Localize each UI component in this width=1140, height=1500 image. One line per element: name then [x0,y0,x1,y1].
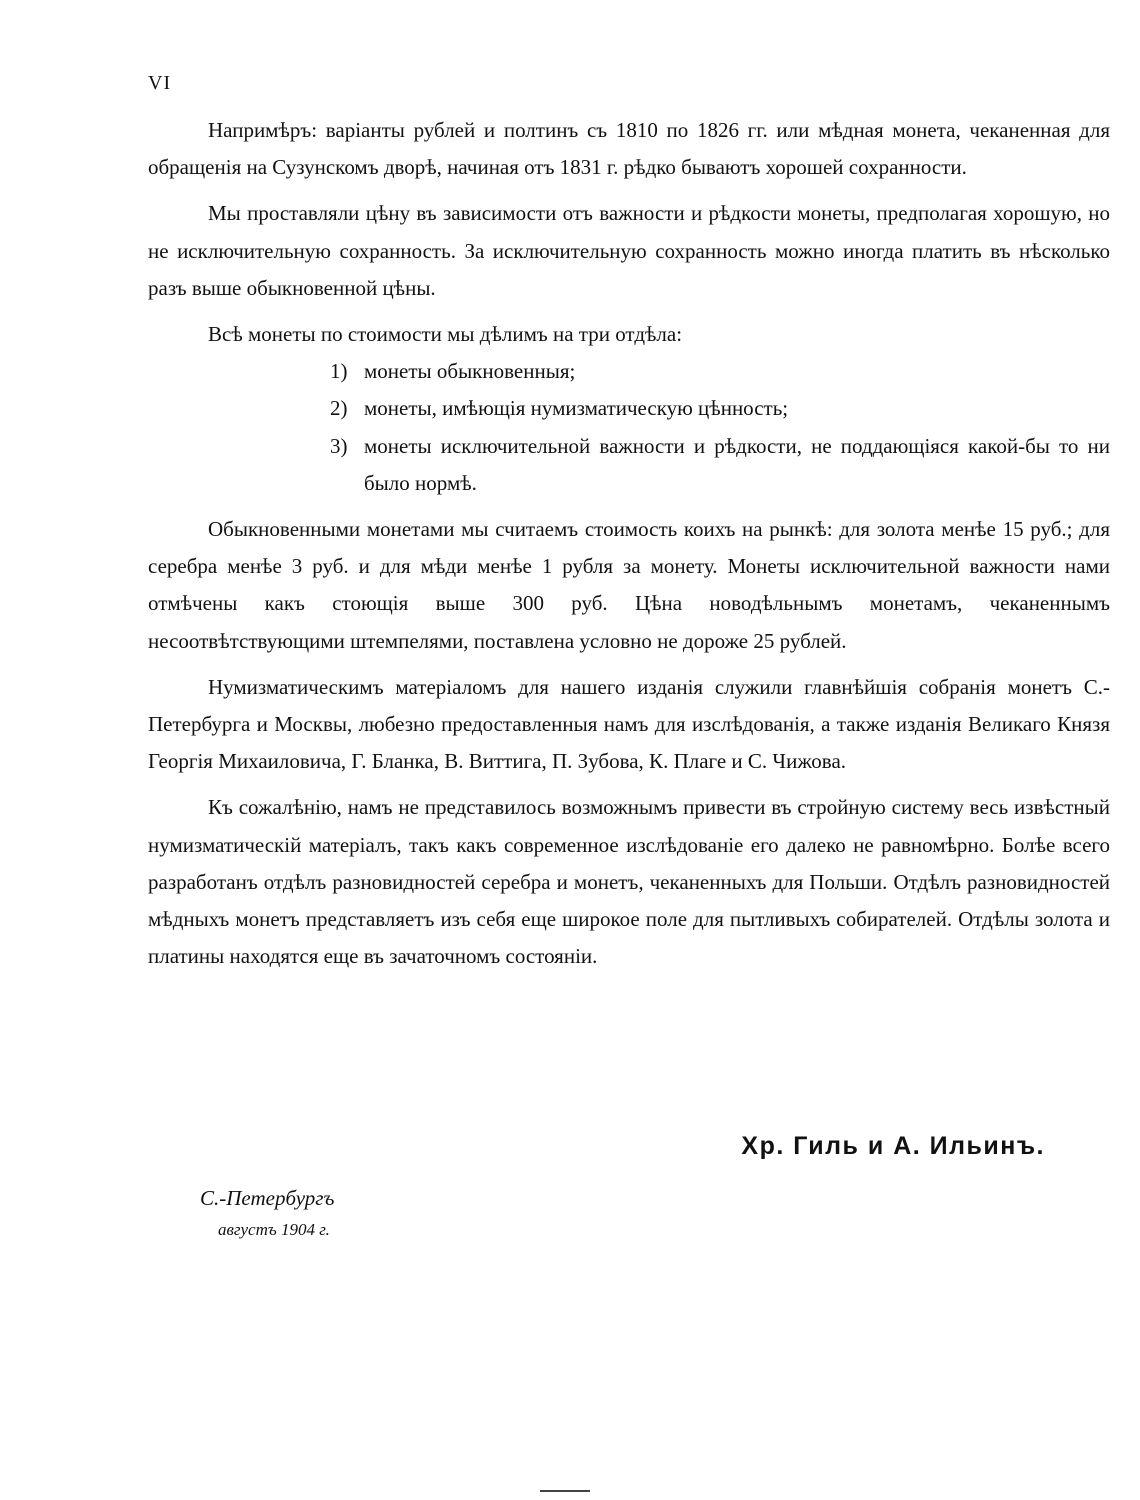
list-item-number: 2) [330,396,348,421]
place-line: С.-Петербургъ [200,1186,335,1210]
page-number: VI [148,72,172,94]
paragraph-sources: Нумизматическимъ матеріаломъ для нашего изданія служили главнѣйшія собранія монетъ С.-Петербурга и Москвы, любезно предоставленныя намъ для изслѣдованія, а также изданія Великаго Князя Георгія Михаиловича, Г. Бланка, В. Виттига, П. Зубова, К. Плаге и С. Чижова. [148,674,1110,774]
date-line: августъ 1904 г. [218,1220,330,1239]
list-item-number: 1) [330,359,348,384]
list-item [330,353,1110,390]
paragraph-divisions-intro: Всѣ монеты по стоимости мы дѣлимъ на три отдѣла: [208,322,683,347]
author-signature: Хр. Гиль и А. Ильинъ. [741,1132,1045,1160]
list-item [330,428,1110,502]
paragraph-regret: Къ сожалѣнію, намъ не представилось возможнымъ привести въ стройную систему весь извѣстный нумизматическій матеріалъ, такъ какъ современное изслѣдованіе его далеко не равномѣрно. Болѣе всего разработанъ отдѣлъ разновидностей серебра и монетъ, чеканенныхъ для Польши. Отдѣлъ разновидностей мѣдныхъ монетъ представляетъ изъ себя еще широкое поле для пытливыхъ собирателей. Отдѣлы золота и платины находятся еще въ зачаточномъ состояніи. [148,795,1110,969]
list-item-text: монеты, имѣющія нумизматическую цѣнность; [364,396,789,421]
body-text [148,112,1110,984]
divisions-list [148,353,1110,502]
list-item [330,390,1110,427]
footer-rule [540,1490,590,1492]
paragraph-common-coins: Обыкновенными монетами мы считаемъ стоимость коихъ на рынкѣ: для золота менѣе 15 руб.; для серебра менѣе 3 руб. и для мѣди менѣе 1 рубля за монету. Монеты исключительной важности нами отмѣчены какъ стоющія выше 300 руб. Цѣна новодѣльнымъ монетамъ, чеканеннымъ несоотвѣтствующими штемпелями, поставлена условно не дороже 25 рублей. [148,517,1110,653]
paragraph-pricing: Мы проставляли цѣну въ зависимости отъ важности и рѣдкости монеты, предполагая хорошую, но не исключительную сохранность. За исключительную сохранность можно иногда платить въ нѣсколько разъ выше обыкновенной цѣны. [148,201,1110,300]
list-item-text: монеты исключительной важности и рѣдкости, не поддающіяся какой-бы то ни было нормѣ. [364,433,1110,495]
list-item-text: монеты обыкновенныя; [364,359,576,384]
list-item-number: 3) [330,433,348,458]
paragraph-examples: Напримѣръ: варіанты рублей и полтинъ съ 1810 по 1826 гг. или мѣдная монета, чеканенная для обращенія на Сузунскомъ дворѣ, начиная отъ 1831 г. рѣдко бываютъ хорошей сохранности. [148,118,1110,180]
